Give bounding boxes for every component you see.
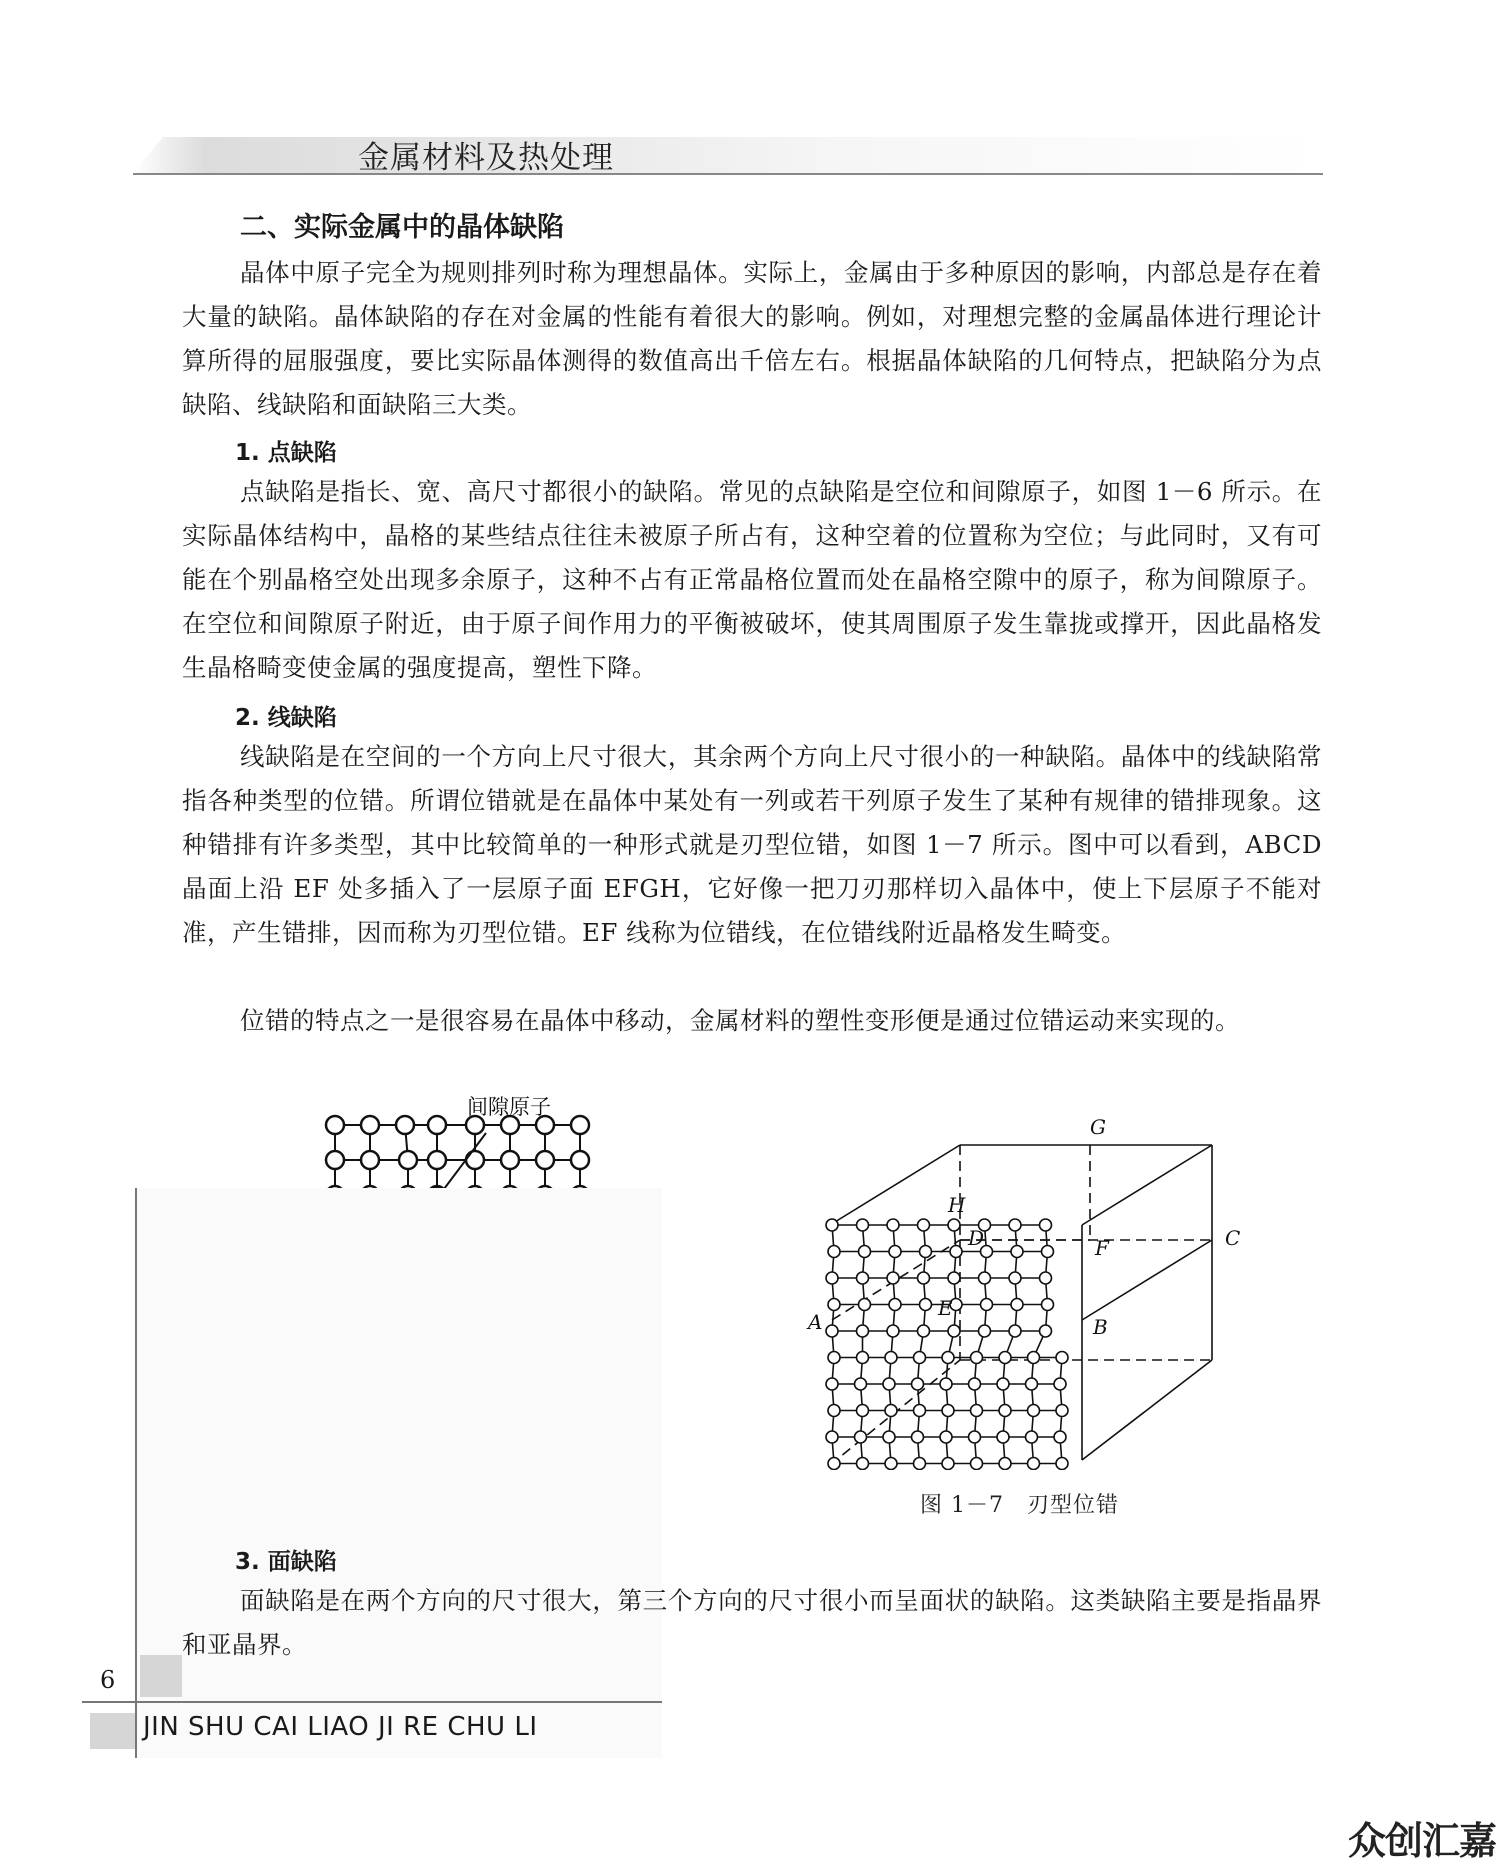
lattice-atom	[920, 1246, 932, 1258]
lattice-atom	[828, 1405, 840, 1417]
lattice-atom	[887, 1272, 899, 1284]
footer-pinyin-title: JIN SHU CAI LIAO JI RE CHU LI	[143, 1712, 538, 1742]
lattice-atom	[942, 1405, 954, 1417]
lattice-atom	[501, 1151, 519, 1169]
lattice-atom	[1011, 1299, 1023, 1311]
lattice-atom	[1054, 1431, 1066, 1443]
dislocation-paragraph: 位错的特点之一是很容易在晶体中移动，金属材料的塑性变形便是通过位错运动来实现的。	[240, 1006, 1240, 1035]
lattice-atom	[969, 1431, 981, 1443]
label-G: G	[1090, 1115, 1106, 1139]
lattice-atom	[857, 1352, 869, 1364]
lattice-atom	[828, 1458, 840, 1470]
footer-square-upper	[140, 1655, 182, 1697]
lattice-atom	[1009, 1325, 1021, 1337]
lattice-atom	[942, 1458, 954, 1470]
lattice-atom	[1026, 1378, 1038, 1390]
lattice-atom	[857, 1325, 869, 1337]
lattice-atom	[1009, 1272, 1021, 1284]
lattice-atom	[920, 1299, 932, 1311]
footer-vertical-rule	[135, 1188, 137, 1758]
lattice-atom	[948, 1219, 960, 1231]
lattice-atom	[883, 1431, 895, 1443]
lattice-atom	[912, 1431, 924, 1443]
label-D: D	[968, 1226, 985, 1250]
lattice-atom	[855, 1378, 867, 1390]
lattice-atom	[997, 1378, 1009, 1390]
lattice-atom	[889, 1299, 901, 1311]
intro-paragraph: 晶体中原子完全为规则排列时称为理想晶体。实际上，金属由于多种原因的影响，内部总是存在着大量的缺陷。晶体缺陷的存在对金属的性能有着很大的影响。例如，对理想完整的金属晶体进行理论计算所得的屈服强度，要比实际晶体测得的数值高出千倍左右。根据晶体缺陷的几何特点，把缺陷分为点缺陷、线缺陷和面缺陷三大类。	[182, 258, 1322, 419]
lattice-atom	[1042, 1299, 1054, 1311]
point-defect-paragraph: 点缺陷是指长、宽、高尺寸都很小的缺陷。常见的点缺陷是空位和间隙原子，如图 1－6 所示。在实际晶体结构中，晶格的某些结点往往未被原子所占有，这种空着的位置称为空位；与此同时，又有可能在个别晶格空处出现多余原子，这种不占有正常晶格位置而处在晶格空隙中的原子，称为间隙原子。在空位和间隙原子附近，由于原子间作用力的平衡被破坏，使其周围原子发生靠拢或撑开，因此晶格发生晶格畸变使金属的强度提高，塑性下降。	[182, 477, 1322, 682]
lattice-atom	[361, 1151, 379, 1169]
lattice-atom	[971, 1458, 983, 1470]
lattice-atom	[971, 1352, 983, 1364]
header-rule	[133, 173, 1323, 175]
footer-panel	[137, 1188, 662, 1758]
surface-defect-heading: 3. 面缺陷	[235, 1549, 337, 1575]
lattice-atom	[857, 1219, 869, 1231]
lattice-atom	[948, 1272, 960, 1284]
lattice-atom	[399, 1151, 417, 1169]
lattice-atom	[536, 1151, 554, 1169]
lattice-atom	[1009, 1219, 1021, 1231]
line-defect-paragraph: 线缺陷是在空间的一个方向上尺寸很大，其余两个方向上尺寸很小的一种缺陷。晶体中的线缺陷常指各种类型的位错。所谓位错就是在晶体中某处有一列或若干列原子发生了某种有规律的错排现象。这种错排有许多类型，其中比较简单的一种形式就是刃型位错，如图 1－7 所示。图中可以看到，ABCD 晶面上沿 EF 处多插入了一层原子面 EFGH，它好像一把刀刃那样切入晶体中，使上下层原子不能对准，产生错排，因而称为刃型位错。EF 线称为位错线，在位错线附近晶格发生畸变。	[182, 742, 1322, 947]
figure-1-7-caption: 图 1－7 刃型位错	[920, 1493, 1119, 1518]
lattice-atom	[999, 1352, 1011, 1364]
lattice-atom	[466, 1151, 484, 1169]
line-defect-heading: 2. 线缺陷	[235, 705, 337, 731]
surface-defect-paragraph: 面缺陷是在两个方向的尺寸很大，第三个方向的尺寸很小而呈面状的缺陷。这类缺陷主要是指晶界和亚晶界。	[182, 1586, 1322, 1659]
lattice-atom	[942, 1352, 954, 1364]
lattice-atom	[361, 1116, 379, 1134]
label-E: E	[938, 1296, 953, 1320]
lattice-atom	[914, 1405, 926, 1417]
running-header-title: 金属材料及热处理	[358, 140, 614, 176]
lattice-atom	[1040, 1219, 1052, 1231]
page-number: 6	[100, 1666, 116, 1694]
lattice-atom	[826, 1272, 838, 1284]
lattice-atom	[940, 1378, 952, 1390]
lattice-atom	[826, 1378, 838, 1390]
footer-square-lower	[90, 1713, 135, 1749]
interstitial-label: 间隙原子	[467, 1095, 551, 1119]
label-C: C	[1225, 1226, 1241, 1250]
lattice-atom	[428, 1116, 446, 1134]
lattice-atom	[889, 1246, 901, 1258]
footer-rule	[82, 1701, 662, 1703]
lattice-atom	[826, 1431, 838, 1443]
lattice-atom	[969, 1378, 981, 1390]
label-H: H	[948, 1193, 966, 1217]
lattice-atom	[887, 1325, 899, 1337]
lattice-atom	[1054, 1378, 1066, 1390]
figure-1-7-edge-dislocation	[800, 1120, 1270, 1470]
lattice-atom	[855, 1431, 867, 1443]
lattice-atom	[1011, 1246, 1023, 1258]
lattice-atom	[326, 1116, 344, 1134]
lattice-atom	[428, 1151, 446, 1169]
lattice-atom	[999, 1405, 1011, 1417]
lattice-atom	[857, 1458, 869, 1470]
lattice-atom	[1056, 1458, 1068, 1470]
lattice-atom	[396, 1116, 414, 1134]
lattice-atom	[948, 1325, 960, 1337]
lattice-atom	[859, 1246, 871, 1258]
lattice-atom	[326, 1151, 344, 1169]
lattice-atom	[828, 1299, 840, 1311]
point-defect-heading: 1. 点缺陷	[235, 440, 337, 466]
lattice-atom	[981, 1299, 993, 1311]
lattice-atom	[997, 1431, 1009, 1443]
lattice-atom	[979, 1325, 991, 1337]
lattice-atom	[885, 1405, 897, 1417]
lattice-atom	[883, 1378, 895, 1390]
lattice-atom	[1026, 1431, 1038, 1443]
label-A: A	[808, 1310, 823, 1334]
lattice-atom	[1056, 1352, 1068, 1364]
lattice-atom	[826, 1325, 838, 1337]
section-heading: 二、实际金属中的晶体缺陷	[240, 212, 564, 243]
lattice-atom	[914, 1458, 926, 1470]
lattice-atom	[1028, 1405, 1040, 1417]
lattice-atom	[1028, 1458, 1040, 1470]
label-B: B	[1093, 1315, 1108, 1339]
lattice-atom	[918, 1325, 930, 1337]
lattice-atom	[950, 1246, 962, 1258]
lattice-atom	[571, 1116, 589, 1134]
lattice-atom	[912, 1378, 924, 1390]
lattice-atom	[999, 1458, 1011, 1470]
lattice-atom	[979, 1272, 991, 1284]
watermark-logo: 众创汇嘉	[1348, 1819, 1497, 1863]
lattice-atom	[940, 1431, 952, 1443]
lattice-atom	[826, 1219, 838, 1231]
lattice-atom	[918, 1219, 930, 1231]
lattice-atom	[859, 1299, 871, 1311]
lattice-atom	[887, 1219, 899, 1231]
lattice-atom	[885, 1352, 897, 1364]
header-band	[133, 137, 1323, 173]
lattice-atom	[971, 1405, 983, 1417]
lattice-atom	[571, 1151, 589, 1169]
lattice-atom	[1056, 1405, 1068, 1417]
lattice-atom	[1040, 1272, 1052, 1284]
lattice-atom	[885, 1458, 897, 1470]
lattice-atom	[914, 1352, 926, 1364]
label-F: F	[1095, 1236, 1109, 1260]
lattice-atom	[1042, 1246, 1054, 1258]
lattice-atom	[828, 1246, 840, 1258]
lattice-atom	[918, 1272, 930, 1284]
lattice-atom	[857, 1272, 869, 1284]
lattice-atom	[1028, 1352, 1040, 1364]
lattice-atom	[828, 1352, 840, 1364]
lattice-atom	[857, 1405, 869, 1417]
lattice-atom	[1040, 1325, 1052, 1337]
